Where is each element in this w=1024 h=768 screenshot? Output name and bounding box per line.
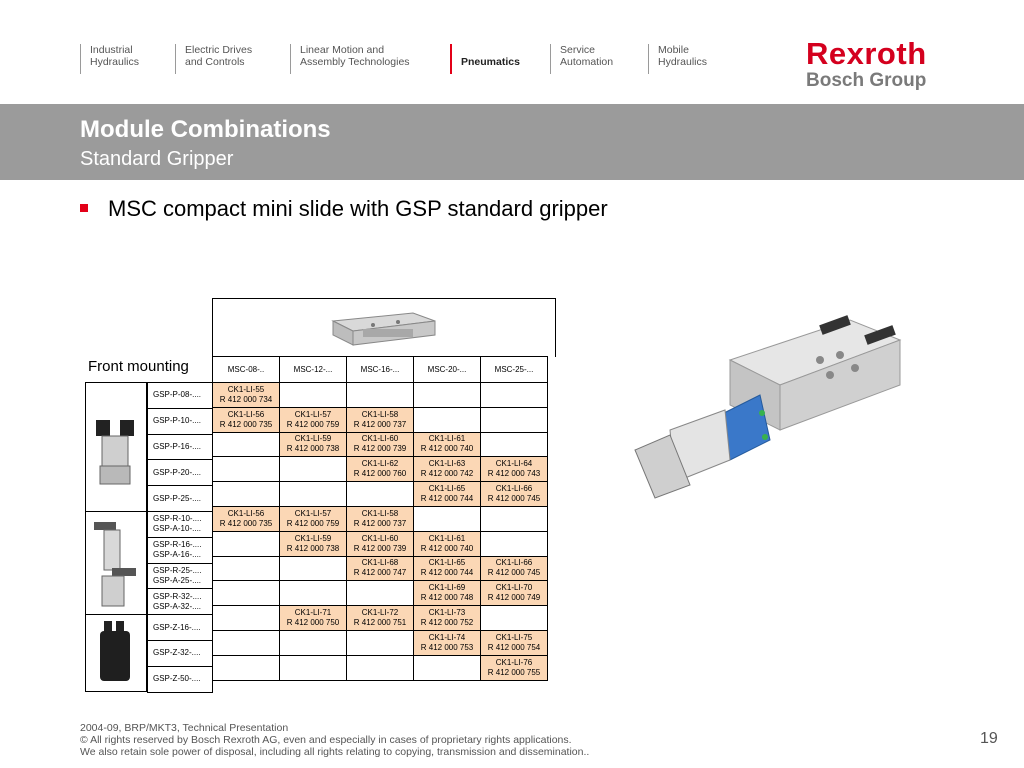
table-cell <box>347 482 414 507</box>
table-cell <box>280 630 347 655</box>
line: CK1-LI-60 <box>361 533 399 543</box>
table-cell <box>280 606 347 631</box>
line: CK1-LI-66 <box>495 558 533 568</box>
label-row <box>148 666 213 692</box>
table-cell <box>280 506 347 531</box>
line: GSP-R-25-.... <box>153 565 202 575</box>
bullet-square-icon <box>80 204 88 212</box>
table-row <box>213 630 548 655</box>
table-row <box>213 556 548 581</box>
label-row <box>148 460 213 486</box>
line: GSP-R-16-.... <box>153 540 202 550</box>
line: CK1-LI-61 <box>428 533 466 543</box>
brand-name: Rexroth <box>806 36 927 71</box>
line: R 412 000 739 <box>353 444 407 454</box>
line: R 412 000 752 <box>420 618 474 628</box>
top-navigation <box>0 0 1024 104</box>
table-cell <box>347 506 414 531</box>
table-cell <box>347 457 414 482</box>
line: CK1-LI-69 <box>428 583 466 593</box>
table-cell <box>414 506 481 531</box>
table-cell <box>347 581 414 606</box>
table-cell <box>481 531 548 556</box>
table-cell <box>414 482 481 507</box>
line: CK1-LI-59 <box>294 434 332 444</box>
nav-line1: Pneumatics <box>461 56 520 68</box>
line: CK1-LI-62 <box>361 459 399 469</box>
table-cell <box>280 457 347 482</box>
label-row <box>148 383 213 409</box>
nav-line2: and Controls <box>185 56 245 68</box>
gsp-p-gripper-icon <box>90 410 142 490</box>
line: R 412 000 750 <box>286 618 340 628</box>
table-row <box>213 606 548 631</box>
table-cell <box>213 457 280 482</box>
table-cell <box>280 531 347 556</box>
line: GSP-P-08-.... <box>153 390 202 400</box>
line: CK1-LI-74 <box>428 632 466 642</box>
table-cell <box>213 383 280 408</box>
gripper-label <box>148 434 213 460</box>
label-row <box>148 511 213 537</box>
line: CK1-LI-65 <box>428 484 466 494</box>
line: R 412 000 754 <box>487 642 541 652</box>
nav-item-industrial-hydraulics[interactable] <box>80 44 139 74</box>
line: GSP-A-32-.... <box>153 601 202 611</box>
table-cell <box>414 556 481 581</box>
line: R 412 000 738 <box>286 444 340 454</box>
combination-table <box>212 356 548 681</box>
front-mounting-label: Front mounting <box>88 358 189 375</box>
msc-slide-icon <box>213 299 555 357</box>
line: GSP-P-16-.... <box>153 441 202 451</box>
nav-line1: Industrial <box>90 44 133 56</box>
table-cell <box>481 556 548 581</box>
table-cell <box>481 506 548 531</box>
group-divider <box>85 614 147 615</box>
line: CK1-LI-56 <box>227 508 265 518</box>
table-row <box>213 457 548 482</box>
line: R 412 000 753 <box>420 642 474 652</box>
table-row <box>213 531 548 556</box>
line: R 412 000 745 <box>487 494 541 504</box>
nav-line1: Electric Drives <box>185 44 253 56</box>
table-cell <box>481 407 548 432</box>
table-cell <box>414 531 481 556</box>
nav-item-linear-motion[interactable] <box>290 44 410 74</box>
nav-item-electric-drives[interactable] <box>175 44 252 74</box>
table-row <box>213 506 548 531</box>
line: R 412 000 755 <box>487 667 541 677</box>
table-cell <box>481 432 548 457</box>
header-row <box>213 357 548 383</box>
line: R 412 000 740 <box>420 444 474 454</box>
table-cell <box>213 606 280 631</box>
table-cell <box>414 606 481 631</box>
table-cell <box>280 581 347 606</box>
table-cell <box>280 482 347 507</box>
gripper-label <box>148 383 213 409</box>
label-row <box>148 589 213 615</box>
line: CK1-LI-60 <box>361 434 399 444</box>
line: CK1-LI-57 <box>294 409 332 419</box>
table-cell <box>347 606 414 631</box>
line: CK1-LI-72 <box>361 608 399 618</box>
nav-line2: Automation <box>560 56 614 68</box>
table-cell <box>280 407 347 432</box>
nav-line2: Assembly Technologies <box>300 56 410 68</box>
gripper-label <box>148 640 213 666</box>
table-cell <box>213 556 280 581</box>
table-cell <box>347 630 414 655</box>
label-row <box>148 434 213 460</box>
line: CK1-LI-73 <box>428 608 466 618</box>
line: R 412 000 751 <box>353 618 407 628</box>
line: CK1-LI-58 <box>361 409 399 419</box>
table-cell <box>213 581 280 606</box>
line: CK1-LI-75 <box>495 632 533 642</box>
line: CK1-LI-64 <box>495 459 533 469</box>
bullet-text: MSC compact mini slide with GSP standard gripper <box>108 196 608 221</box>
footer-line1: 2004-09, BRP/MKT3, Technical Presentation <box>80 722 289 734</box>
table-row <box>213 581 548 606</box>
table-cell <box>414 655 481 680</box>
line: R 412 000 742 <box>420 469 474 479</box>
gripper-label <box>148 615 213 641</box>
table-cell <box>347 383 414 408</box>
line: CK1-LI-76 <box>495 657 533 667</box>
column-header: MSC-25-... <box>481 357 548 383</box>
msc-slide-image-cell <box>212 298 556 357</box>
line: CK1-LI-66 <box>495 484 533 494</box>
table-cell <box>347 655 414 680</box>
line: CK1-LI-56 <box>227 409 265 419</box>
line: GSP-Z-32-.... <box>153 648 201 658</box>
line: R 412 000 745 <box>487 568 541 578</box>
table-cell <box>481 581 548 606</box>
table-cell <box>414 630 481 655</box>
line: R 412 000 734 <box>219 394 273 404</box>
gsp-z-gripper-icon <box>92 619 142 689</box>
line: GSP-A-25-.... <box>153 575 202 585</box>
line: GSP-Z-16-.... <box>153 622 201 632</box>
table-row <box>213 655 548 680</box>
page-number: 19 <box>980 730 998 747</box>
table-cell <box>481 457 548 482</box>
table-cell <box>213 482 280 507</box>
nav-line1: Mobile <box>658 44 689 56</box>
table-cell <box>280 432 347 457</box>
line: CK1-LI-61 <box>428 434 466 444</box>
table-cell <box>481 606 548 631</box>
line: CK1-LI-63 <box>428 459 466 469</box>
table-cell <box>481 655 548 680</box>
line: CK1-LI-70 <box>495 583 533 593</box>
gripper-label <box>148 460 213 486</box>
line: GSP-Z-50-.... <box>153 674 201 684</box>
line: R 412 000 743 <box>487 469 541 479</box>
line: CK1-LI-71 <box>294 608 332 618</box>
line: CK1-LI-68 <box>361 558 399 568</box>
line: R 412 000 740 <box>420 543 474 553</box>
table-row <box>213 383 548 408</box>
table-cell <box>213 655 280 680</box>
group-divider <box>85 511 147 512</box>
footer <box>80 722 589 758</box>
column-header: MSC-16-... <box>347 357 414 383</box>
line: CK1-LI-58 <box>361 508 399 518</box>
page-subtitle: Standard Gripper <box>80 148 234 170</box>
nav-line2: Hydraulics <box>658 56 708 68</box>
nav-line1: Service <box>560 44 596 56</box>
line: GSP-P-25-.... <box>153 493 202 503</box>
gripper-label <box>148 511 213 537</box>
gsp-r-gripper-icon <box>90 516 142 611</box>
table-cell <box>213 630 280 655</box>
line: CK1-LI-59 <box>294 533 332 543</box>
footer-line3: We also retain sole power of disposal, including all rights relating to copying, transmission and dissemination.. <box>80 746 590 758</box>
table-row <box>213 407 548 432</box>
line: GSP-P-10-.... <box>153 416 202 426</box>
brand-logo <box>806 38 927 92</box>
table-cell <box>414 581 481 606</box>
table-cell <box>414 383 481 408</box>
table-cell <box>347 407 414 432</box>
label-row <box>148 563 213 589</box>
table-cell <box>481 482 548 507</box>
table-cell <box>280 556 347 581</box>
nav-item-service-automation[interactable] <box>550 44 613 74</box>
table-cell <box>280 655 347 680</box>
page-title: Module Combinations <box>80 116 331 143</box>
line: R 412 000 760 <box>353 469 407 479</box>
table-cell <box>213 531 280 556</box>
nav-item-mobile-hydraulics[interactable] <box>648 44 707 74</box>
gripper-label <box>148 408 213 434</box>
gripper-label <box>148 666 213 692</box>
line: CK1-LI-65 <box>428 558 466 568</box>
line: R 412 000 759 <box>286 419 340 429</box>
line: R 412 000 737 <box>353 518 407 528</box>
line: R 412 000 735 <box>219 419 273 429</box>
line: R 412 000 739 <box>353 543 407 553</box>
table-cell <box>414 432 481 457</box>
line: R 412 000 747 <box>353 568 407 578</box>
table-cell <box>347 556 414 581</box>
column-header: MSC-08-.. <box>213 357 280 383</box>
line: R 412 000 737 <box>353 419 407 429</box>
label-row <box>148 615 213 641</box>
footer-line2: © All rights reserved by Bosch Rexroth AG, even and especially in cases of proprietary rights applications. <box>80 734 572 746</box>
table-cell <box>347 531 414 556</box>
table-cell <box>481 630 548 655</box>
line: R 412 000 744 <box>420 494 474 504</box>
table-row <box>213 432 548 457</box>
gripper-label <box>148 589 213 615</box>
line: CK1-LI-57 <box>294 508 332 518</box>
line: R 412 000 749 <box>487 593 541 603</box>
nav-item-pneumatics[interactable] <box>450 44 520 74</box>
nav-line1: Linear Motion and <box>300 44 385 56</box>
gripper-label <box>148 563 213 589</box>
table-cell <box>280 383 347 408</box>
table-row <box>213 482 548 507</box>
label-row <box>148 640 213 666</box>
brand-group: Bosch Group <box>806 70 927 91</box>
line: R 412 000 735 <box>219 518 273 528</box>
line: R 412 000 738 <box>286 543 340 553</box>
bullet-point <box>80 196 608 222</box>
gripper-label <box>148 486 213 512</box>
line: GSP-R-32-.... <box>153 591 202 601</box>
table-cell <box>414 407 481 432</box>
column-header: MSC-20-... <box>414 357 481 383</box>
line: R 412 000 744 <box>420 568 474 578</box>
table-cell <box>213 506 280 531</box>
gripper-labels-table <box>147 382 213 693</box>
line: CK1-LI-55 <box>227 384 265 394</box>
msc-gsp-assembly-image <box>630 300 920 500</box>
line: GSP-P-20-.... <box>153 467 202 477</box>
gripper-label <box>148 537 213 563</box>
column-header: MSC-12-... <box>280 357 347 383</box>
table-cell <box>213 407 280 432</box>
line: R 412 000 759 <box>286 518 340 528</box>
label-row <box>148 537 213 563</box>
table-cell <box>414 457 481 482</box>
title-bar <box>0 104 1024 180</box>
nav-line2: Hydraulics <box>90 56 140 68</box>
line: GSP-A-16-.... <box>153 550 202 560</box>
table-cell <box>347 432 414 457</box>
label-row <box>148 486 213 512</box>
line: R 412 000 748 <box>420 593 474 603</box>
table-cell <box>213 432 280 457</box>
line: GSP-A-10-.... <box>153 524 202 534</box>
label-row <box>148 408 213 434</box>
line: GSP-R-10-.... <box>153 514 202 524</box>
table-cell <box>481 383 548 408</box>
